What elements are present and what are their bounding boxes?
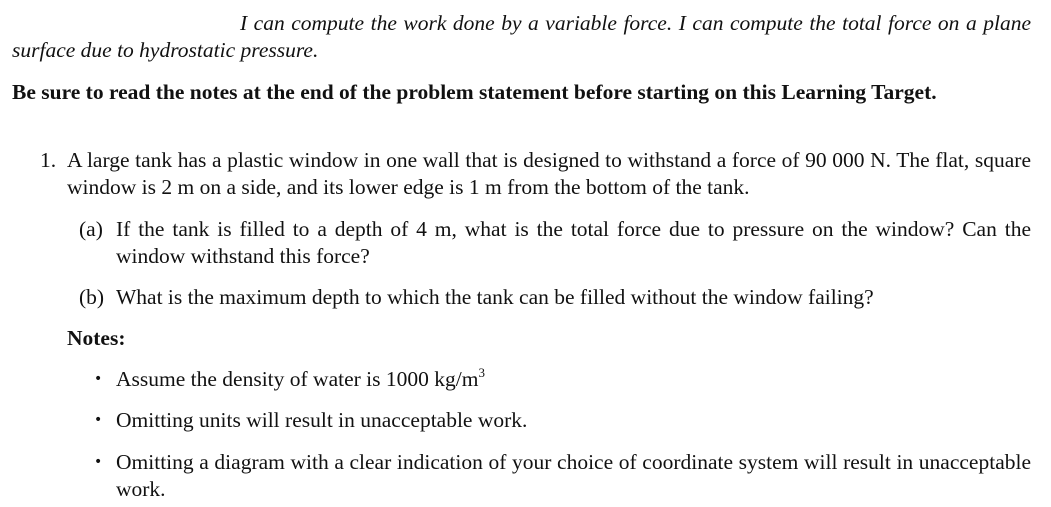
note-density-exponent: 3: [478, 365, 485, 380]
notes-heading: Notes:: [67, 326, 126, 350]
learning-objective: I can compute the work done by a variable force. I can compute the total force on a plane surface due to hydrostatic pressure.: [12, 11, 1031, 62]
note-density: [116, 366, 1031, 393]
part-a-label: (a): [79, 217, 103, 241]
part-b-label: (b): [79, 285, 105, 309]
bullet-icon: •: [94, 412, 103, 428]
notes-warning: Be sure to read the notes at the end of the problem statement before starting on this Learning Target.: [12, 80, 937, 104]
note-diagram: Omitting a diagram with a clear indication of your choice of coordinate system will result in unacceptable work.: [116, 450, 1031, 501]
problem-number: 1.: [40, 148, 57, 172]
problem-statement: A large tank has a plastic window in one wall that is designed to withstand a force of 90 000 N. The flat, square window is 2 m on a side, and its lower edge is 1 m from the bottom of the tank.: [67, 148, 1031, 199]
part-b-text: What is the maximum depth to which the tank can be filled without the window failing?: [116, 285, 874, 309]
bullet-icon: •: [94, 454, 103, 470]
note-units: Omitting units will result in unacceptable work.: [116, 408, 528, 432]
bullet-icon: •: [94, 371, 103, 387]
note-density-text: Assume the density of water is 1000 kg/m: [116, 367, 479, 391]
part-a-text: If the tank is filled to a depth of 4 m, what is the total force due to pressure on the window? Can the window withstand this force?: [116, 217, 1031, 268]
